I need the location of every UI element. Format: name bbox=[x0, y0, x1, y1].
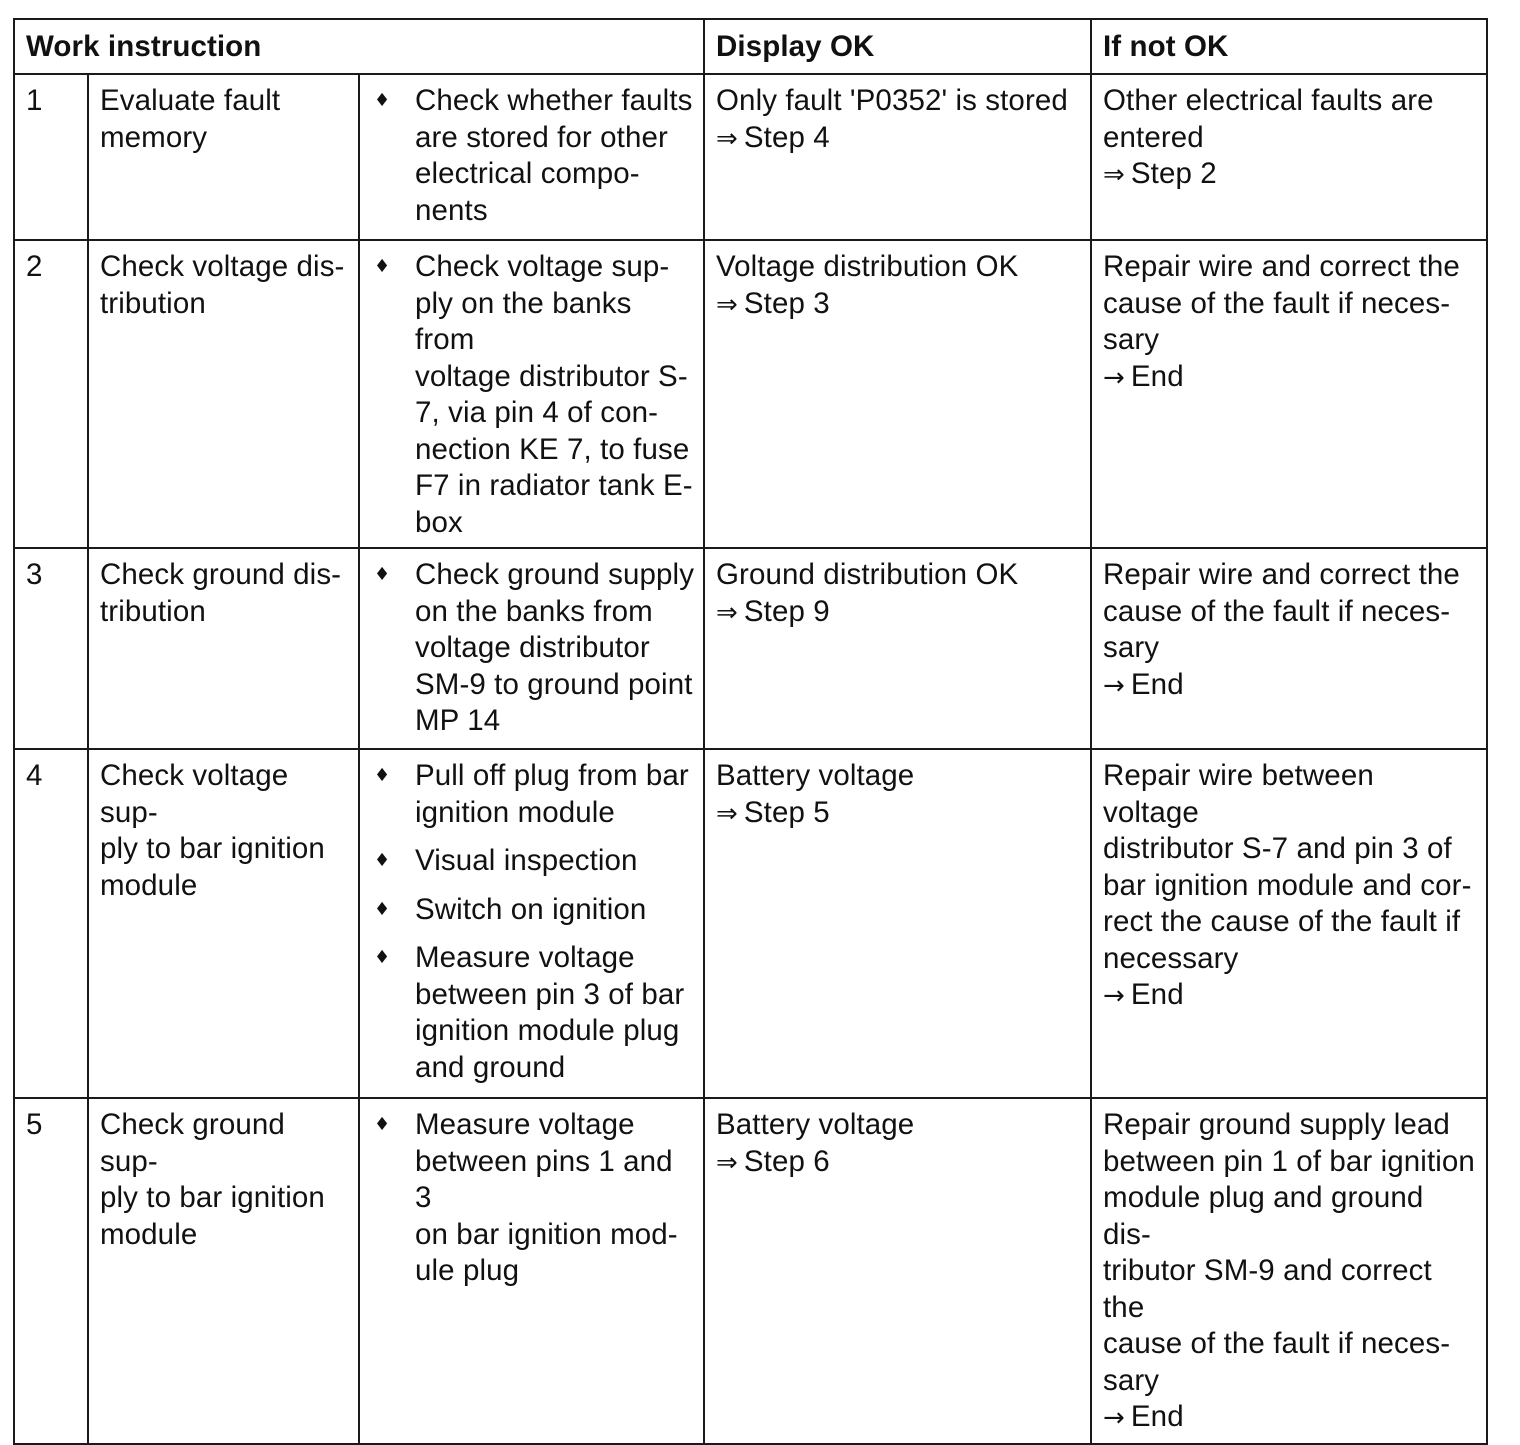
display-ok-next bbox=[716, 286, 1080, 324]
if-not-ok-cell bbox=[1091, 749, 1487, 1098]
table-header-row bbox=[14, 19, 1487, 74]
next-step-label: Step 2 bbox=[1130, 157, 1217, 190]
if-not-ok-text: Repair ground supply lead between pin 1 of bar ignition module plug and ground dis- tributor SM-9 and correct the cause of the fault if neces- sary bbox=[1103, 1108, 1475, 1397]
if-not-ok-text: Repair wire and correct the cause of the fault if neces- sary bbox=[1103, 558, 1460, 664]
action-item bbox=[374, 1107, 695, 1290]
right-arrow-icon: → bbox=[1103, 1403, 1125, 1433]
diamond-bullet-icon: ♦ bbox=[374, 90, 391, 111]
double-arrow-icon: ⇒ bbox=[716, 798, 738, 829]
display-ok-next bbox=[716, 594, 1080, 632]
diamond-bullet-icon: ♦ bbox=[374, 947, 391, 968]
header-work-instruction: Work instruction bbox=[14, 19, 704, 74]
step-number: 1 bbox=[14, 74, 88, 240]
cell-text: Check ground dis- tribution bbox=[100, 558, 342, 628]
display-ok-text: Battery voltage bbox=[716, 1108, 915, 1141]
next-step-label: End bbox=[1130, 667, 1184, 701]
if-not-ok-cell bbox=[1091, 1098, 1487, 1444]
diamond-bullet-icon: ♦ bbox=[374, 898, 391, 920]
display-ok-cell bbox=[704, 548, 1091, 749]
step-number: 4 bbox=[14, 749, 88, 1098]
display-ok-cell bbox=[704, 1098, 1091, 1444]
if-not-ok-text: Repair wire and correct the cause of the fault if neces- sary bbox=[1103, 250, 1460, 356]
next-step-label: End bbox=[1130, 359, 1184, 393]
next-step-label: Step 6 bbox=[743, 1144, 830, 1178]
next-step-label: Step 4 bbox=[743, 120, 830, 154]
step-task bbox=[88, 749, 359, 1098]
display-ok-text: Ground distribution OK bbox=[716, 558, 1019, 591]
table-row bbox=[14, 548, 1487, 749]
step-task bbox=[88, 548, 359, 749]
step-actions bbox=[359, 548, 704, 749]
if-not-ok-text: Repair wire between voltage distributor S-7 and pin 3 of bar ignition module and cor- rect the cause of the fault if necessary bbox=[1103, 759, 1472, 975]
if-not-ok-cell bbox=[1091, 548, 1487, 749]
if-not-ok-cell bbox=[1091, 240, 1487, 548]
step-actions bbox=[359, 74, 704, 240]
step-actions bbox=[359, 240, 704, 548]
display-ok-cell bbox=[704, 240, 1091, 548]
diamond-bullet-icon: ♦ bbox=[374, 765, 391, 786]
next-step-label: End bbox=[1130, 978, 1184, 1011]
display-ok-next bbox=[716, 795, 1080, 833]
action-text: Measure voltage between pin 3 of bar ignition module plug and ground bbox=[415, 941, 685, 1084]
table-row bbox=[14, 74, 1487, 240]
next-step-label: Step 9 bbox=[743, 594, 830, 628]
diamond-bullet-icon: ♦ bbox=[374, 850, 391, 871]
next-step-label: End bbox=[1130, 1400, 1184, 1433]
double-arrow-icon: ⇒ bbox=[716, 123, 738, 154]
table-row bbox=[14, 749, 1487, 1098]
step-number: 3 bbox=[14, 548, 88, 749]
display-ok-next bbox=[716, 1144, 1080, 1182]
display-ok-cell bbox=[704, 74, 1091, 240]
action-text: Check ground supply on the banks from voltage distributor SM-9 to ground point MP 14 bbox=[415, 558, 695, 737]
step-actions bbox=[359, 1098, 704, 1444]
display-ok-cell bbox=[704, 749, 1091, 1098]
action-item bbox=[374, 892, 695, 929]
step-actions bbox=[359, 749, 704, 1098]
action-text: Measure voltage between pins 1 and 3 on bar ignition mod- ule plug bbox=[415, 1108, 678, 1287]
if-not-ok-next bbox=[1103, 156, 1476, 194]
header-if-not-ok: If not OK bbox=[1091, 19, 1487, 74]
double-arrow-icon: ⇒ bbox=[716, 1147, 738, 1178]
next-step-label: Step 3 bbox=[743, 286, 830, 320]
action-text: Check whether faults are stored for other electrical compo- nents bbox=[415, 84, 693, 227]
display-ok-next bbox=[716, 120, 1080, 158]
action-item bbox=[374, 83, 695, 229]
table-row bbox=[14, 1098, 1487, 1444]
double-arrow-icon: ⇒ bbox=[716, 289, 738, 320]
if-not-ok-text: Other electrical faults are entered bbox=[1103, 84, 1434, 154]
header-display-ok: Display OK bbox=[704, 19, 1091, 74]
step-task bbox=[88, 1098, 359, 1444]
right-arrow-icon: → bbox=[1103, 981, 1125, 1011]
table-body bbox=[14, 74, 1487, 1444]
next-step-label: Step 5 bbox=[743, 795, 830, 829]
double-arrow-icon: ⇒ bbox=[716, 597, 738, 628]
diamond-bullet-icon: ♦ bbox=[374, 1114, 391, 1135]
action-item bbox=[374, 249, 695, 541]
cell-text: Evaluate fault memory bbox=[100, 84, 281, 154]
action-item bbox=[374, 843, 695, 880]
action-item bbox=[374, 557, 695, 740]
action-text: Visual inspection bbox=[415, 844, 638, 877]
cell-text: Check ground sup- ply to bar ignition module bbox=[100, 1108, 325, 1251]
right-arrow-icon: → bbox=[1103, 362, 1125, 393]
cell-text: Check voltage dis- tribution bbox=[100, 250, 345, 320]
action-text: Pull off plug from bar ignition module bbox=[415, 759, 689, 829]
work-instruction-table bbox=[13, 18, 1488, 1445]
step-number: 5 bbox=[14, 1098, 88, 1444]
display-ok-text: Voltage distribution OK bbox=[716, 250, 1019, 283]
diamond-bullet-icon: ♦ bbox=[374, 256, 391, 277]
if-not-ok-next bbox=[1103, 667, 1476, 705]
action-text: Check voltage sup- ply on the banks from voltage distributor S- 7, via pin 4 of con- nection KE 7, to fuse F7 in radiator tank E- box bbox=[415, 250, 693, 539]
action-text: Switch on ignition bbox=[415, 892, 647, 926]
cell-text: Check voltage sup- ply to bar ignition module bbox=[100, 759, 325, 902]
action-item bbox=[374, 758, 695, 831]
if-not-ok-next bbox=[1103, 359, 1476, 397]
if-not-ok-next bbox=[1103, 1399, 1476, 1437]
if-not-ok-cell bbox=[1091, 74, 1487, 240]
display-ok-text: Only fault 'P0352' is stored bbox=[716, 84, 1068, 117]
step-task bbox=[88, 74, 359, 240]
step-task bbox=[88, 240, 359, 548]
table-row bbox=[14, 240, 1487, 548]
if-not-ok-next bbox=[1103, 977, 1476, 1015]
action-item bbox=[374, 940, 695, 1086]
display-ok-text: Battery voltage bbox=[716, 759, 915, 792]
step-number: 2 bbox=[14, 240, 88, 548]
double-arrow-icon: ⇒ bbox=[1103, 160, 1125, 190]
diamond-bullet-icon: ♦ bbox=[374, 564, 391, 585]
right-arrow-icon: → bbox=[1103, 670, 1125, 701]
